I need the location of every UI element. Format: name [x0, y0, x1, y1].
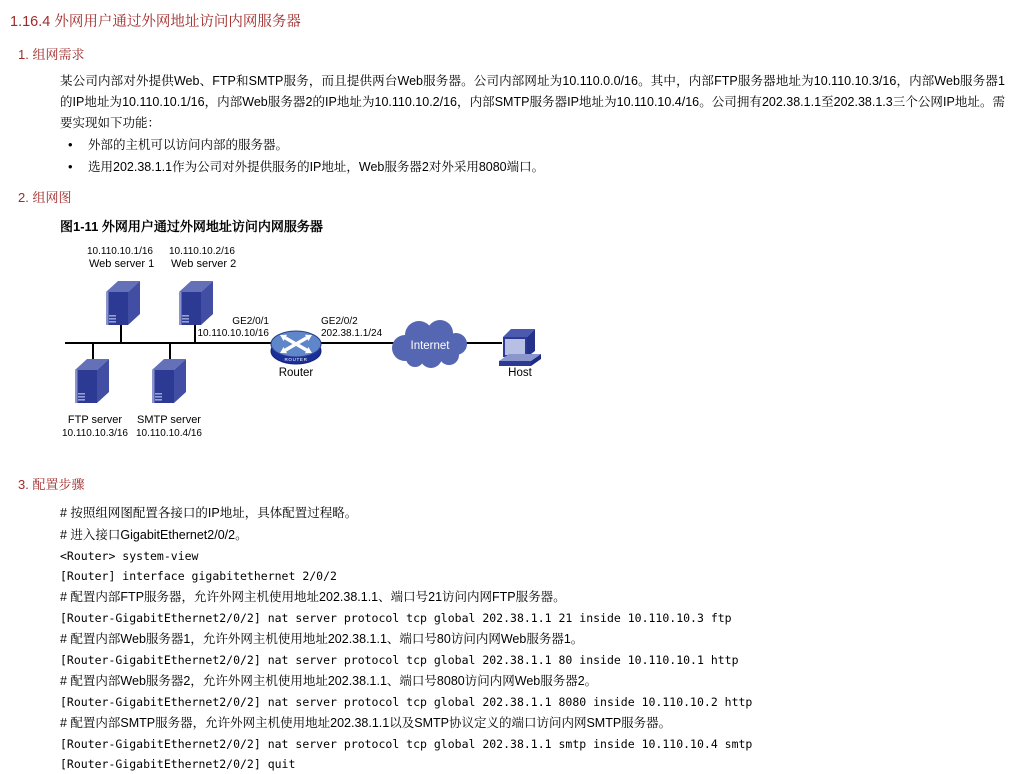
- network-diagram: [0, 243, 1013, 448]
- page-title: 1.16.4 外网用户通过外网地址访问内网服务器: [10, 14, 301, 30]
- router-icon-text: ROUTER: [284, 357, 308, 362]
- ftp-server-ip: 10.110.10.3/16: [62, 428, 128, 439]
- config-comment-line: # 配置内部Web服务器1，允许外网主机使用地址202.38.1.1、端口号80访问内网Web服务器1。: [60, 632, 584, 646]
- bullet-item: • 外部的主机可以访问内部的服务器。: [60, 134, 1013, 156]
- config-comment-line: # 按照组网图配置各接口的IP地址，具体配置过程略。: [60, 506, 358, 520]
- config-code-line: [Router-GigabitEthernet2/0/2] nat server protocol tcp global 202.38.1.1 80 inside 10.110.10.1 http: [60, 653, 739, 667]
- smtp-server-ip: 10.110.10.4/16: [136, 428, 202, 439]
- config-code-line: <Router> system-view: [60, 549, 199, 563]
- config-code-line: [Router-GigabitEthernet2/0/2] nat server protocol tcp global 202.38.1.1 21 inside 10.110.10.3 ftp: [60, 611, 732, 625]
- ftp-server-label: FTP server: [67, 414, 123, 426]
- web-server-2-label: Web server 2: [171, 258, 237, 270]
- bullet-item: • 选用202.38.1.1作为公司对外提供服务的IP地址，Web服务器2对外采用8080端口。: [60, 156, 1013, 178]
- figure-caption: 图1-11 外网用户通过外网地址访问内网服务器: [60, 219, 323, 234]
- config-comment-line: # 配置内部FTP服务器，允许外网主机使用地址202.38.1.1、端口号21访问内网FTP服务器。: [60, 590, 566, 604]
- section-heading-configuration: 3. 配置步骤: [18, 477, 85, 492]
- web-server-1-ip: 10.110.10.1/16: [87, 246, 153, 257]
- router-label: Router: [278, 367, 314, 379]
- host-icon: [497, 325, 543, 367]
- requirements-paragraph: 某公司内部对外提供Web、FTP和SMTP服务，而且提供两台Web服务器。公司内部网址为10.110.0.0/16。其中，内部FTP服务器地址为10.110.10.3/16，内部Web服务器1的IP地址为10.110.10.1/16，内部Web服务器2的IP地址为10.110.10.2/16，内部SMTP服务器IP地址为10.110.10.4/16。公司拥有202.38.1.1至202.38.1.3三个公网IP地址。需要实现如下功能：: [60, 74, 1005, 130]
- router-wan-interface: [321, 316, 382, 340]
- router-lan-if-name: GE2/0/1: [232, 316, 269, 327]
- configuration-steps: [60, 502, 1013, 774]
- internet-label: Internet: [410, 340, 450, 352]
- section-heading-requirements: 1. 组网需求: [18, 47, 85, 62]
- config-code-line: [Router-GigabitEthernet2/0/2] nat server protocol tcp global 202.38.1.1 8080 inside 10.110.10.2 http: [60, 695, 753, 709]
- config-code-line: [Router-GigabitEthernet2/0/2] quit: [60, 757, 296, 771]
- web-server-2-ip: 10.110.10.2/16: [169, 246, 235, 257]
- host-label: Host: [508, 367, 532, 379]
- config-code-line: [Router-GigabitEthernet2/0/2] nat server protocol tcp global 202.38.1.1 smtp inside 10.110.10.4 smtp: [60, 737, 753, 751]
- requirements-bullet-list: [60, 134, 1013, 178]
- smtp-server-icon: [149, 357, 189, 405]
- smtp-server-label: SMTP server: [137, 414, 201, 426]
- router-icon: [270, 328, 322, 366]
- web-server-1-icon: [103, 279, 143, 327]
- config-code-line: [Router] interface gigabitethernet 2/0/2: [60, 569, 337, 583]
- router-lan-interface: [185, 316, 269, 340]
- config-comment-line: # 进入接口GigabitEthernet2/0/2。: [60, 528, 248, 542]
- router-wan-if-ip: 202.38.1.1/24: [321, 328, 383, 339]
- internet-cloud-icon: [387, 318, 473, 370]
- config-comment-line: # 配置内部SMTP服务器，允许外网主机使用地址202.38.1.1以及SMTP协议定义的端口访问内网SMTP服务器。: [60, 716, 672, 730]
- router-lan-if-ip: 10.110.10.10/16: [197, 328, 269, 339]
- config-comment-line: # 配置内部Web服务器2，允许外网主机使用地址202.38.1.1、端口号8080访问内网Web服务器2。: [60, 674, 598, 688]
- section-heading-topology: 2. 组网图: [18, 190, 72, 205]
- ftp-server-icon: [72, 357, 112, 405]
- web-server-1-label: Web server 1: [89, 258, 155, 270]
- router-wan-if-name: GE2/0/2: [321, 316, 358, 327]
